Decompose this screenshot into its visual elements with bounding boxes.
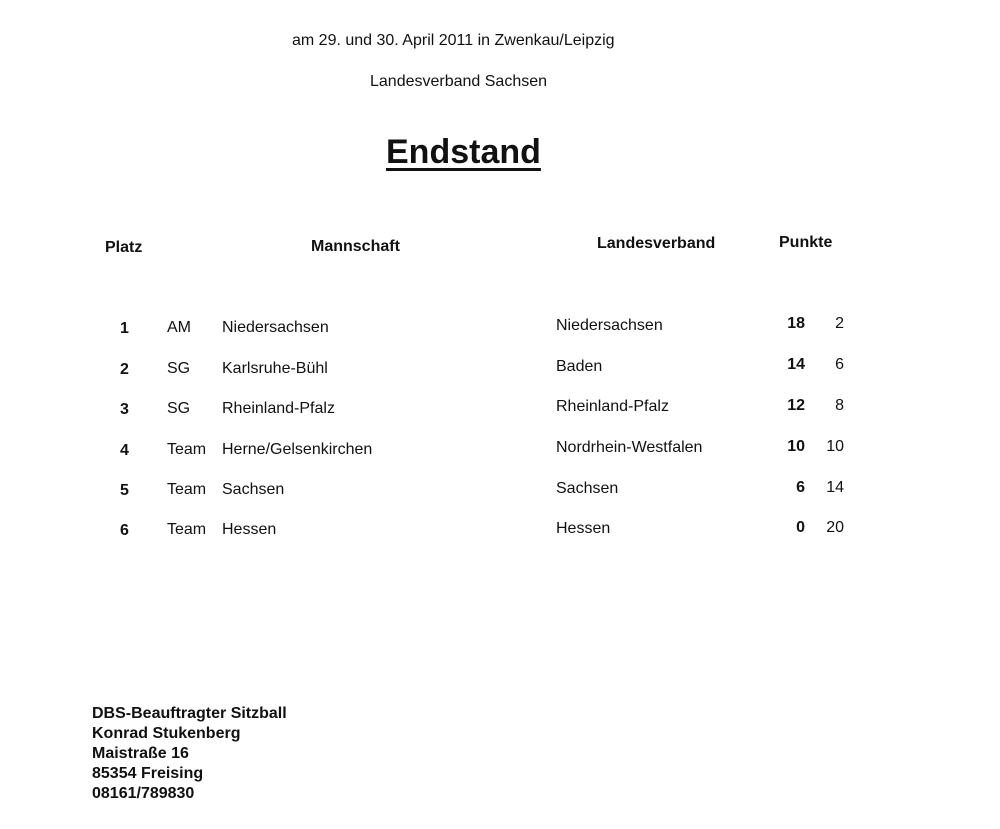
contact-role: DBS-Beauftragter Sitzball bbox=[92, 705, 287, 722]
row-type: AM bbox=[167, 319, 191, 336]
row-place: 5 bbox=[120, 482, 129, 499]
row-points: 14 bbox=[787, 356, 805, 373]
column-header-mannschaft: Mannschaft bbox=[311, 238, 400, 255]
column-header-landesverband: Landesverband bbox=[597, 235, 716, 252]
row-team: Hessen bbox=[222, 521, 277, 538]
date-line: am 29. und 30. April 2011 in Zwenkau/Leipzig bbox=[292, 32, 615, 49]
row-points: 6 bbox=[796, 479, 805, 496]
contact-street: Maistraße 16 bbox=[92, 745, 189, 762]
contact-phone: 08161/789830 bbox=[92, 785, 195, 802]
contact-block bbox=[92, 704, 287, 804]
row-points: 18 bbox=[787, 315, 805, 332]
contact-name: Konrad Stukenberg bbox=[92, 725, 241, 742]
row-place: 4 bbox=[120, 442, 129, 459]
row-association: Baden bbox=[556, 358, 603, 375]
association-line: Landesverband Sachsen bbox=[370, 73, 548, 90]
row-type: Team bbox=[167, 481, 207, 498]
row-place: 2 bbox=[120, 361, 129, 378]
row-association: Rheinland-Pfalz bbox=[556, 398, 669, 415]
row-points: 12 bbox=[787, 397, 805, 414]
row-association: Sachsen bbox=[556, 480, 619, 497]
row-type: Team bbox=[167, 441, 207, 458]
row-points: 10 bbox=[787, 438, 805, 455]
row-team: Rheinland-Pfalz bbox=[222, 400, 335, 417]
row-minus: 20 bbox=[826, 519, 844, 536]
row-place: 3 bbox=[120, 401, 129, 418]
row-place: 1 bbox=[120, 320, 129, 337]
column-header-platz: Platz bbox=[105, 239, 143, 256]
contact-city: 85354 Freising bbox=[92, 765, 204, 782]
row-team: Karlsruhe-Bühl bbox=[222, 360, 328, 377]
row-minus: 14 bbox=[826, 479, 844, 496]
page-title: Endstand bbox=[386, 133, 541, 171]
row-type: SG bbox=[167, 400, 191, 417]
row-type: Team bbox=[167, 521, 207, 538]
row-team: Sachsen bbox=[222, 481, 285, 498]
row-team: Niedersachsen bbox=[222, 319, 329, 336]
row-points: 0 bbox=[796, 519, 805, 536]
row-minus: 8 bbox=[835, 397, 844, 414]
row-minus: 10 bbox=[826, 438, 844, 455]
row-minus: 2 bbox=[835, 315, 844, 332]
row-place: 6 bbox=[120, 522, 129, 539]
column-header-punkte: Punkte bbox=[779, 234, 833, 251]
row-association: Hessen bbox=[556, 520, 611, 537]
row-association: Nordrhein-Westfalen bbox=[556, 439, 703, 456]
row-team: Herne/Gelsenkirchen bbox=[222, 441, 373, 458]
row-minus: 6 bbox=[835, 356, 844, 373]
row-type: SG bbox=[167, 360, 191, 377]
row-association: Niedersachsen bbox=[556, 317, 663, 334]
